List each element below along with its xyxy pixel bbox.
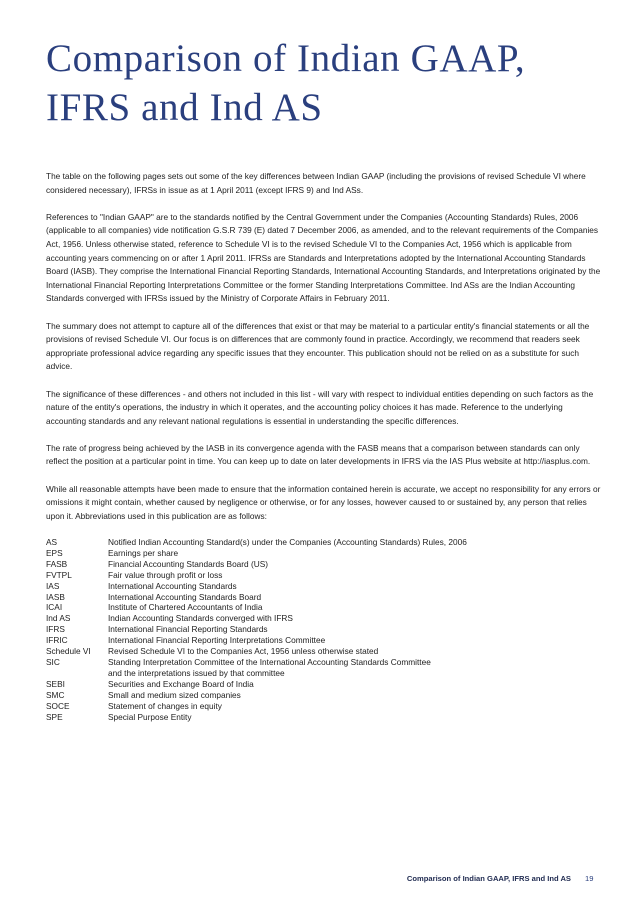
page-number: 19	[585, 874, 594, 883]
abbreviations-table	[46, 537, 467, 722]
abbreviation-code: IASB	[46, 591, 65, 602]
abbreviation-code: FASB	[46, 558, 68, 569]
abbreviation-meaning: Statement of changes in equity	[108, 700, 222, 711]
abbreviation-row	[46, 624, 467, 635]
abbreviation-code: ICAI	[46, 602, 63, 613]
abbreviation-meaning: International Financial Reporting Standards	[108, 624, 268, 635]
disclaimer-paragraph: While all reasonable attempts have been made to ensure that the information contained herein is accurate, we accept no responsibility for any errors or omissions it might contain, whether caused by negligence or otherwise, or for any losses, however caused to or sustained by, any person that relies upon it. Abbreviations used in this publication are as follows:	[46, 483, 601, 521]
abbreviation-meaning: Fair value through profit or loss	[108, 569, 223, 580]
abbreviation-code: AS	[46, 537, 58, 548]
body-content	[46, 170, 602, 722]
footer-title: Comparison of Indian GAAP, IFRS and Ind AS	[406, 874, 571, 883]
convergence-paragraph: The rate of progress being achieved by the IASB in its convergence agenda with the FASB means that a comparison between standards can only reflect the position at a particular point in time. You can keep up to date on later developments in IFRS via the IAS Plus website at http://iasplus.com.	[46, 442, 591, 467]
abbreviation-row	[46, 581, 467, 592]
abbreviation-meaning: Standing Interpretation Committee of the International Accounting Standards Committee	[108, 657, 431, 667]
abbreviation-row	[46, 701, 467, 712]
abbreviation-meaning: Institute of Chartered Accountants of India	[108, 602, 263, 613]
abbreviation-meaning: and the interpretations issued by that committee	[108, 667, 285, 678]
page-title-line-2: IFRS and Ind AS	[46, 86, 323, 129]
abbreviation-code: SMC	[46, 689, 65, 700]
intro-paragraph: The table on the following pages sets out some of the key differences between Indian GAAP (including the provisions of revised Schedule VI where considered necessary), IFRSs in issue as at 1 April 2011 (except IFRS 9) and Ind ASs.	[46, 171, 586, 195]
abbreviation-code: IAS	[46, 580, 60, 591]
abbreviation-code: SPE	[46, 711, 63, 722]
abbreviation-code: Schedule VI	[46, 646, 91, 657]
abbreviation-meaning: International Accounting Standards Board	[108, 591, 262, 602]
abbreviation-code: IFRS	[46, 624, 65, 635]
abbreviation-code	[46, 668, 108, 679]
significance-paragraph: The significance of these differences - and others not included in this list - will vary with respect to individual entities depending on such factors as the nature of the entity's operations, the industry in which it operates, and the accounting policy choices it has made. Reference to the underlying accounting standards and any relevant national regulations is essential in understanding the specific differences.	[46, 388, 594, 426]
abbreviation-row	[46, 537, 467, 548]
abbreviation-row	[46, 657, 467, 668]
abbreviation-row	[46, 690, 467, 701]
abbreviation-code: EPS	[46, 547, 63, 558]
summary-scope-paragraph: The summary does not attempt to capture all of the differences that exist or that may be material to a particular entity's financial statements or all the provisions of revised Schedule VI. Our focus is on differences that are commonly found in practice. Accordingly, we recommend that readers seek appropriate professional advice regarding any specific issues that they encounter. This publication should not be relied on as a substitute for such advice.	[46, 320, 590, 372]
abbreviation-row	[46, 679, 467, 690]
abbreviation-row	[46, 592, 467, 603]
page-footer	[0, 874, 638, 886]
abbreviation-meaning: International Accounting Standards	[108, 580, 237, 591]
abbreviation-code: SEBI	[46, 678, 65, 689]
abbreviation-meaning: Indian Accounting Standards converged with IFRS	[108, 613, 293, 624]
abbreviation-meaning: Securities and Exchange Board of India	[108, 678, 254, 689]
abbreviation-meaning: Small and medium sized companies	[108, 689, 241, 700]
page	[46, 34, 602, 722]
abbreviation-meaning: Revised Schedule VI to the Companies Act, 1956 unless otherwise stated	[108, 646, 379, 657]
abbreviation-code: SIC	[46, 657, 60, 667]
abbreviation-row	[46, 668, 467, 679]
abbreviation-meaning: Earnings per share	[108, 547, 179, 558]
abbreviation-meaning: Notified Indian Accounting Standard(s) under the Companies (Accounting Standards) Rules, 2006	[108, 537, 467, 548]
abbreviation-row	[46, 613, 467, 624]
abbreviation-code: FVTPL	[46, 569, 72, 580]
abbreviation-meaning: Financial Accounting Standards Board (US)	[108, 558, 269, 569]
references-paragraph: References to "Indian GAAP" are to the standards notified by the Central Government under the Companies (Accounting Standards) Rules, 2006 (applicable to all companies) vide notification G.S.R 739 (E) dated 7 December 2006, as amended, and to the relevant requirements of the Companies Act, 1956. Unless otherwise stated, reference to Schedule VI is to the revised Schedule VI to the Companies Act, 1956 which is applicable from accounting years commencing on or after 1 April 2011. IFRSs are Standards and Interpretations adopted by the International Accounting Standards Board (IASB). They comprise the International Financial Reporting Standards, International Accounting Standards, and Interpretations originated by the International Financial Reporting Interpretations Committee or the former Standing Interpretations Committee. Ind ASs are the Indian Accounting Standards converged with IFRSs issued by the Ministry of Corporate Affairs in February 2011.	[46, 211, 601, 304]
abbreviation-meaning: International Financial Reporting Interpretations Committee	[108, 635, 326, 646]
abbreviation-row	[46, 548, 467, 559]
abbreviation-row	[46, 559, 467, 570]
abbreviation-code: IFRIC	[46, 635, 68, 646]
abbreviation-meaning: Special Purpose Entity	[108, 711, 192, 722]
page-title-line-1: Comparison of Indian GAAP,	[46, 37, 526, 80]
abbreviation-row	[46, 635, 467, 646]
page-title	[46, 34, 602, 132]
abbreviation-code: Ind AS	[46, 613, 71, 624]
abbreviation-row	[46, 602, 467, 613]
abbreviation-code: SOCE	[46, 700, 70, 711]
abbreviation-row	[46, 712, 467, 723]
abbreviation-row	[46, 646, 467, 657]
abbreviation-row	[46, 570, 467, 581]
